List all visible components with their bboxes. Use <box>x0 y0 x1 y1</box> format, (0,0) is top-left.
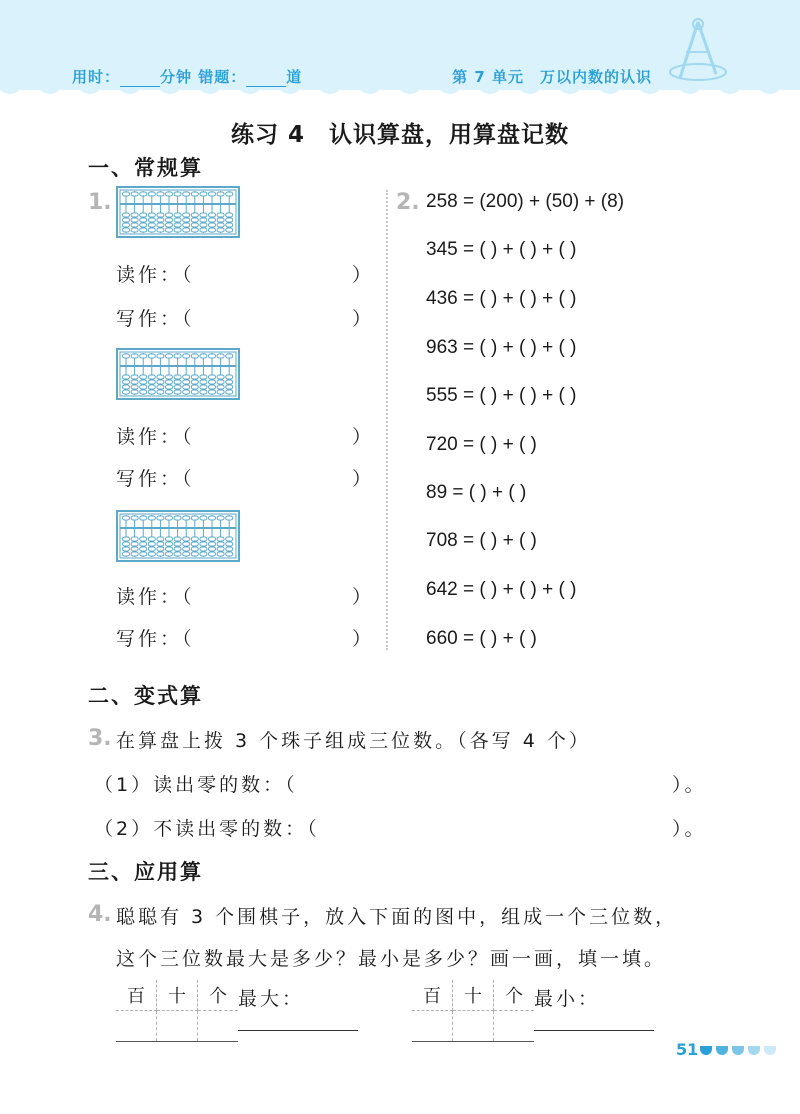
tens-cell[interactable] <box>157 1011 198 1042</box>
abacus-bead <box>123 380 130 384</box>
abacus-bead <box>174 192 181 196</box>
abacus-bead <box>183 192 190 196</box>
abacus-bead <box>226 385 233 389</box>
abacus-bead <box>131 516 138 520</box>
progress-dot <box>732 1046 744 1055</box>
abacus-bead <box>217 390 224 394</box>
abacus-bead <box>174 354 181 358</box>
tens-header: 十 <box>453 980 494 1011</box>
abacus-bead <box>183 228 190 232</box>
abacus-bead <box>148 375 155 379</box>
abacus-bead <box>200 385 207 389</box>
abacus-2-image <box>116 348 240 400</box>
abacus-1-image <box>116 186 240 238</box>
abacus-bead <box>191 542 198 546</box>
q4-line1: 聪聪有 3 个围棋子，放入下面的图中，组成一个三位数， <box>116 906 678 928</box>
abacus-bead <box>200 552 207 556</box>
abacus-bead <box>191 375 198 379</box>
abacus-bead <box>157 223 164 227</box>
abacus-bead <box>226 390 233 394</box>
abacus-bead <box>166 228 173 232</box>
abacus-bead <box>191 380 198 384</box>
q4-number: 4. <box>88 902 112 927</box>
abacus-bead <box>140 218 147 222</box>
abacus-bead <box>209 228 216 232</box>
abacus-bead <box>200 213 207 217</box>
abacus-bead <box>200 516 207 520</box>
abacus-bead <box>123 537 130 541</box>
abacus-bead <box>140 228 147 232</box>
page-title: 练习 4 认识算盘，用算盘记数 <box>230 122 569 148</box>
ones-header: 个 <box>198 980 239 1011</box>
abacus-bead <box>140 223 147 227</box>
abacus-bead <box>157 192 164 196</box>
page-number: 51 <box>676 1040 699 1059</box>
abacus-bead <box>131 385 138 389</box>
q3-sub2-end: ）。 <box>672 818 707 840</box>
abacus-bead <box>123 390 130 394</box>
abacus-bead <box>209 380 216 384</box>
abacus-bead <box>174 542 181 546</box>
q2-row[interactable]: 708 = ( ) + ( ) <box>426 530 537 551</box>
q2-row[interactable]: 345 = ( ) + ( ) + ( ) <box>426 239 577 260</box>
progress-dot <box>748 1046 760 1055</box>
place-value-table-min[interactable] <box>412 980 534 1042</box>
abacus-bead <box>226 192 233 196</box>
abacus-bead <box>131 192 138 196</box>
abacus-bead <box>157 213 164 217</box>
time-label: 用时： <box>72 68 121 86</box>
abacus-bead <box>226 537 233 541</box>
q1-number: 1. <box>88 190 112 215</box>
abacus-bead <box>209 192 216 196</box>
abacus-bead <box>191 218 198 222</box>
abacus-bead <box>123 547 130 551</box>
abacus-bead <box>183 537 190 541</box>
errors-label: 错题： <box>198 68 247 86</box>
hundreds-cell[interactable] <box>412 1011 453 1042</box>
q2-row[interactable]: 555 = ( ) + ( ) + ( ) <box>426 385 577 406</box>
abacus-bead <box>217 192 224 196</box>
abacus-bead <box>226 380 233 384</box>
q1c-read-close: ） <box>352 586 375 608</box>
q1a-read-close: ） <box>352 264 375 286</box>
abacus-bead <box>217 547 224 551</box>
abacus-bead <box>148 228 155 232</box>
abacus-bead <box>123 228 130 232</box>
abacus-bead <box>157 218 164 222</box>
abacus-bead <box>148 537 155 541</box>
abacus-bead <box>217 537 224 541</box>
abacus-bead <box>217 375 224 379</box>
abacus-bead <box>148 354 155 358</box>
abacus-bead <box>148 380 155 384</box>
abacus-bead <box>174 218 181 222</box>
abacus-bead <box>200 218 207 222</box>
abacus-bead <box>148 223 155 227</box>
abacus-bead <box>131 380 138 384</box>
progress-dot <box>764 1046 776 1055</box>
abacus-bead <box>166 547 173 551</box>
abacus-bead <box>217 228 224 232</box>
abacus-bead <box>140 542 147 546</box>
q3-text: 在算盘上拨 3 个珠子组成三位数。（各写 4 个） <box>116 730 591 752</box>
q3-sub2: （2）不读出零的数：（ <box>94 818 320 840</box>
abacus-bead <box>200 228 207 232</box>
progress-dot <box>716 1046 728 1055</box>
abacus-bead <box>226 228 233 232</box>
q1c-write-close: ） <box>352 628 375 650</box>
abacus-bead <box>183 552 190 556</box>
abacus-bead <box>226 375 233 379</box>
abacus-bead <box>166 218 173 222</box>
abacus-bead <box>166 390 173 394</box>
abacus-bead <box>140 385 147 389</box>
abacus-bead <box>131 228 138 232</box>
abacus-bead <box>131 213 138 217</box>
abacus-bead <box>140 213 147 217</box>
abacus-bead <box>183 218 190 222</box>
abacus-bead <box>183 516 190 520</box>
abacus-bead <box>166 552 173 556</box>
abacus-bead <box>217 223 224 227</box>
abacus-bead <box>131 375 138 379</box>
abacus-bead <box>200 192 207 196</box>
abacus-bead <box>166 354 173 358</box>
abacus-bead <box>123 354 130 358</box>
abacus-bead <box>157 228 164 232</box>
abacus-bead <box>157 516 164 520</box>
time-blank[interactable] <box>120 74 160 87</box>
time-errors-fields <box>72 66 302 87</box>
abacus-bead <box>174 552 181 556</box>
max-label: 最大： <box>238 988 305 1010</box>
min-answer-line[interactable] <box>534 1030 654 1031</box>
q1a-write-close: ） <box>352 308 375 330</box>
tens-cell[interactable] <box>453 1011 494 1042</box>
abacus-bead <box>209 390 216 394</box>
abacus-bead <box>123 516 130 520</box>
abacus-bead <box>140 380 147 384</box>
abacus-bead <box>166 380 173 384</box>
abacus-bead <box>174 385 181 389</box>
abacus-bead <box>123 552 130 556</box>
min-label: 最小： <box>534 988 601 1010</box>
abacus-bead <box>217 552 224 556</box>
q2-row[interactable]: 963 = ( ) + ( ) + ( ) <box>426 337 577 358</box>
abacus-bead <box>148 385 155 389</box>
abacus-bead <box>166 192 173 196</box>
abacus-bead <box>217 542 224 546</box>
abacus-bead <box>140 390 147 394</box>
abacus-bead <box>174 537 181 541</box>
abacus-bead <box>226 516 233 520</box>
abacus-bead <box>131 223 138 227</box>
q2-row[interactable]: 436 = ( ) + ( ) + ( ) <box>426 288 577 309</box>
q1c-write-label: 写作：（ <box>116 628 195 650</box>
progress-dot <box>700 1046 712 1055</box>
abacus-bead <box>140 375 147 379</box>
q1a-write-label: 写作：（ <box>116 308 195 330</box>
abacus-bead <box>191 223 198 227</box>
q1b-write-close: ） <box>352 468 375 490</box>
ones-cell[interactable] <box>198 1011 239 1042</box>
abacus-bead <box>131 547 138 551</box>
abacus-bead <box>166 516 173 520</box>
abacus-bead <box>148 192 155 196</box>
abacus-bead <box>140 354 147 358</box>
abacus-bead <box>157 375 164 379</box>
abacus-bead <box>200 375 207 379</box>
abacus-3-image <box>116 510 240 562</box>
abacus-bead <box>123 213 130 217</box>
abacus-bead <box>148 547 155 551</box>
abacus-bead <box>200 547 207 551</box>
abacus-bead <box>209 223 216 227</box>
abacus-bead <box>148 218 155 222</box>
abacus-bead <box>148 213 155 217</box>
section-2-heading: 二、变式算 <box>88 684 203 708</box>
abacus-bead <box>226 354 233 358</box>
q1c-read-label: 读作：（ <box>116 586 195 608</box>
abacus-bead <box>200 537 207 541</box>
abacus-bead <box>209 537 216 541</box>
abacus-bead <box>131 354 138 358</box>
abacus-bead <box>226 542 233 546</box>
abacus-bead <box>200 380 207 384</box>
abacus-bead <box>209 542 216 546</box>
abacus-bead <box>166 375 173 379</box>
q1a-read-label: 读作：（ <box>116 264 195 286</box>
abacus-bead <box>191 547 198 551</box>
section-1-heading: 一、常规算 <box>88 156 203 180</box>
abacus-bead <box>157 385 164 389</box>
abacus-bead <box>148 516 155 520</box>
hundreds-header: 百 <box>412 980 453 1011</box>
abacus-bead <box>174 375 181 379</box>
abacus-bead <box>140 552 147 556</box>
q3-sub1: （1）读出零的数：（ <box>94 774 298 796</box>
abacus-bead <box>174 228 181 232</box>
abacus-bead <box>183 213 190 217</box>
q3-number: 3. <box>88 726 112 751</box>
abacus-bead <box>217 218 224 222</box>
compass-icon <box>664 14 734 84</box>
abacus-bead <box>191 192 198 196</box>
abacus-bead <box>209 552 216 556</box>
abacus-bead <box>174 516 181 520</box>
abacus-bead <box>226 218 233 222</box>
hundreds-cell[interactable] <box>116 1011 157 1042</box>
place-value-table-max[interactable] <box>116 980 238 1042</box>
abacus-bead <box>183 380 190 384</box>
q2-example: 258 = (200) + (50) + (8) <box>426 191 625 212</box>
abacus-bead <box>191 385 198 389</box>
abacus-bead <box>123 218 130 222</box>
q1b-write-label: 写作：（ <box>116 468 195 490</box>
abacus-bead <box>174 213 181 217</box>
abacus-bead <box>140 192 147 196</box>
errors-blank[interactable] <box>246 74 286 87</box>
abacus-bead <box>200 542 207 546</box>
abacus-bead <box>209 547 216 551</box>
abacus-bead <box>157 552 164 556</box>
abacus-bead <box>131 390 138 394</box>
abacus-bead <box>191 537 198 541</box>
abacus-bead <box>157 354 164 358</box>
abacus-bead <box>157 390 164 394</box>
abacus-bead <box>131 552 138 556</box>
abacus-bead <box>200 223 207 227</box>
abacus-bead <box>191 390 198 394</box>
abacus-bead <box>123 223 130 227</box>
abacus-bead <box>157 547 164 551</box>
ones-cell[interactable] <box>494 1011 535 1042</box>
abacus-bead <box>209 516 216 520</box>
abacus-bead <box>209 385 216 389</box>
abacus-bead <box>157 537 164 541</box>
abacus-bead <box>226 547 233 551</box>
abacus-bead <box>209 375 216 379</box>
abacus-bead <box>226 223 233 227</box>
hundreds-header: 百 <box>116 980 157 1011</box>
abacus-bead <box>157 542 164 546</box>
time-unit: 分钟 <box>160 68 193 86</box>
abacus-bead <box>174 380 181 384</box>
abacus-bead <box>200 354 207 358</box>
abacus-bead <box>209 213 216 217</box>
abacus-bead <box>131 537 138 541</box>
abacus-bead <box>217 385 224 389</box>
abacus-bead <box>166 213 173 217</box>
abacus-bead <box>191 354 198 358</box>
abacus-bead <box>191 228 198 232</box>
abacus-bead <box>183 223 190 227</box>
ones-header: 个 <box>494 980 535 1011</box>
q2-row[interactable]: 89 = ( ) + ( ) <box>426 482 527 503</box>
abacus-bead <box>217 516 224 520</box>
unit-title: 第 7 单元 万以内数的认识 <box>452 68 652 86</box>
q4-line2: 这个三位数最大是多少？最小是多少？画一画，填一填。 <box>116 948 667 970</box>
abacus-bead <box>123 375 130 379</box>
errors-unit: 道 <box>286 68 303 86</box>
abacus-bead <box>148 552 155 556</box>
q1b-read-label: 读作：（ <box>116 426 195 448</box>
abacus-bead <box>140 547 147 551</box>
q2-row[interactable]: 660 = ( ) + ( ) <box>426 628 537 649</box>
abacus-bead <box>174 390 181 394</box>
section-3-heading: 三、应用算 <box>88 860 203 884</box>
abacus-bead <box>183 354 190 358</box>
abacus-bead <box>174 547 181 551</box>
abacus-bead <box>191 516 198 520</box>
abacus-bead <box>209 218 216 222</box>
abacus-bead <box>226 552 233 556</box>
abacus-bead <box>123 542 130 546</box>
tens-header: 十 <box>157 980 198 1011</box>
q3-sub1-end: ）。 <box>672 774 707 796</box>
column-divider <box>386 190 388 650</box>
abacus-bead <box>166 385 173 389</box>
abacus-bead <box>148 542 155 546</box>
abacus-bead <box>183 547 190 551</box>
abacus-bead <box>183 390 190 394</box>
abacus-bead <box>148 390 155 394</box>
q2-row[interactable]: 720 = ( ) + ( ) <box>426 434 537 455</box>
abacus-bead <box>191 552 198 556</box>
abacus-bead <box>140 537 147 541</box>
abacus-bead <box>166 542 173 546</box>
abacus-bead <box>209 354 216 358</box>
abacus-bead <box>166 537 173 541</box>
abacus-bead <box>183 542 190 546</box>
abacus-bead <box>166 223 173 227</box>
abacus-bead <box>157 380 164 384</box>
abacus-bead <box>217 213 224 217</box>
q2-row[interactable]: 642 = ( ) + ( ) + ( ) <box>426 579 577 600</box>
abacus-bead <box>174 223 181 227</box>
abacus-bead <box>123 385 130 389</box>
abacus-bead <box>217 354 224 358</box>
abacus-bead <box>200 390 207 394</box>
abacus-bead <box>123 192 130 196</box>
abacus-bead <box>183 385 190 389</box>
abacus-bead <box>140 516 147 520</box>
abacus-bead <box>226 213 233 217</box>
abacus-bead <box>131 218 138 222</box>
max-answer-line[interactable] <box>238 1030 358 1031</box>
abacus-bead <box>183 375 190 379</box>
q1b-read-close: ） <box>352 426 375 448</box>
abacus-bead <box>131 542 138 546</box>
q2-number: 2. <box>396 190 420 215</box>
abacus-bead <box>217 380 224 384</box>
abacus-bead <box>191 213 198 217</box>
